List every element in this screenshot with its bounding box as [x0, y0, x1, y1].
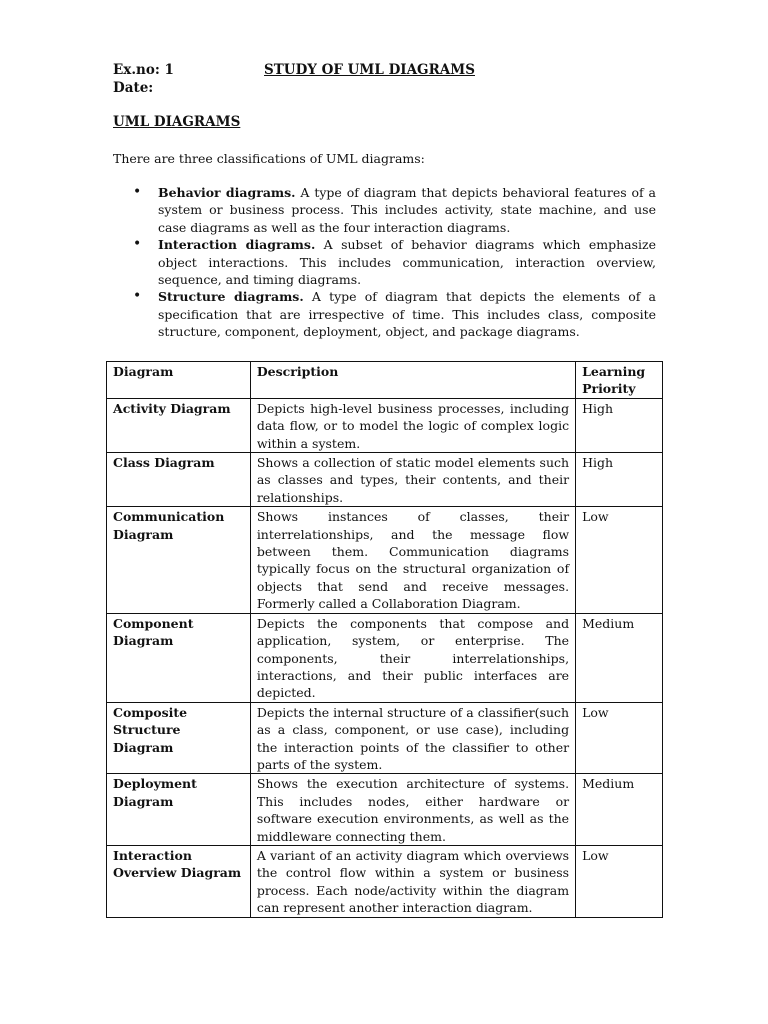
diagram-name: Deployment Diagram [107, 774, 251, 846]
diagram-description: A variant of an activity diagram which overviews the control flow within a system or business process. Each node/activity within the diagram can represent another interaction diagram. [250, 845, 575, 917]
list-item-term: Structure diagrams. [158, 289, 304, 305]
learning-priority: High [576, 453, 663, 507]
date-label: Date: [113, 80, 154, 96]
diagram-description: Shows a collection of static model elements such as classes and types, their contents, and their relationships. [250, 453, 575, 507]
list-item-interaction [113, 236, 656, 288]
diagram-name: Component Diagram [107, 613, 251, 702]
table-header-row [107, 362, 663, 399]
diagram-name: Class Diagram [107, 453, 251, 507]
diagram-description: Depicts high-level business processes, including data flow, or to model the logic of complex logic within a system. [250, 398, 575, 452]
table-row [107, 845, 663, 917]
list-item-behavior [113, 184, 656, 236]
table-row [107, 453, 663, 507]
diagram-table [106, 361, 663, 918]
learning-priority: Medium [576, 774, 663, 846]
list-item-term: Behavior diagrams. [158, 185, 296, 200]
bullet-icon: • [133, 184, 142, 200]
learning-priority: Low [576, 507, 663, 613]
diagram-description: Shows the execution architecture of systems. This includes nodes, either hardware or software execution environments, as well as the middleware connecting them. [250, 774, 575, 846]
learning-priority: High [576, 398, 663, 452]
table-row [107, 613, 663, 702]
table-row [107, 507, 663, 613]
learning-priority: Low [576, 702, 663, 774]
diagram-name: Activity Diagram [107, 398, 251, 452]
list-item-text: A subset of behavior diagrams which emphasize object interactions. This includes communication, interaction overview, sequence, and timing diagrams. [158, 237, 656, 288]
page-title: STUDY OF UML DIAGRAMS [264, 62, 475, 78]
bullet-icon: • [133, 236, 142, 253]
table-row [107, 702, 663, 774]
intro-text: There are three classifications of UML diagrams: [113, 151, 425, 166]
table-row [107, 774, 663, 846]
classification-list [113, 184, 656, 341]
list-item-text: A type of diagram that depicts the elements of a specification that are irrespective of time. This includes class, composite structure, component, deployment, object, and package diagrams. [158, 289, 656, 340]
column-header-priority: Learning Priority [576, 362, 663, 399]
learning-priority: Medium [576, 613, 663, 702]
diagram-name: Communication Diagram [107, 507, 251, 613]
column-header-description: Description [250, 362, 575, 399]
learning-priority: Low [576, 845, 663, 917]
diagram-description: Depicts the components that compose and application, system, or enterprise. The components, their interrelationships, interactions, and their public interfaces are depicted. [250, 613, 575, 702]
diagram-name: Interaction Overview Diagram [107, 845, 251, 917]
list-item-structure [113, 288, 656, 340]
section-heading: UML DIAGRAMS [113, 114, 241, 130]
list-item-term: Interaction diagrams. [158, 237, 316, 253]
list-item-text: A type of diagram that depicts behavioral features of a system or business process. This includes activity, state machine, and use case diagrams as well as the four interaction diagrams. [158, 185, 656, 235]
table-row [107, 398, 663, 452]
diagram-description: Depicts the internal structure of a classifier(such as a class, component, or use case), including the interaction points of the classifier to other parts of the system. [250, 702, 575, 774]
diagram-description: Shows instances of classes, their interrelationships, and the message flow between them. Communication diagrams typically focus on the structural organization of objects that send and receive messages. Formerly called a Collaboration Diagram. [250, 507, 575, 613]
diagram-name: Composite Structure Diagram [107, 702, 251, 774]
bullet-icon: • [133, 288, 142, 305]
column-header-diagram: Diagram [107, 362, 251, 399]
exercise-number: Ex.no: 1 [113, 62, 174, 78]
